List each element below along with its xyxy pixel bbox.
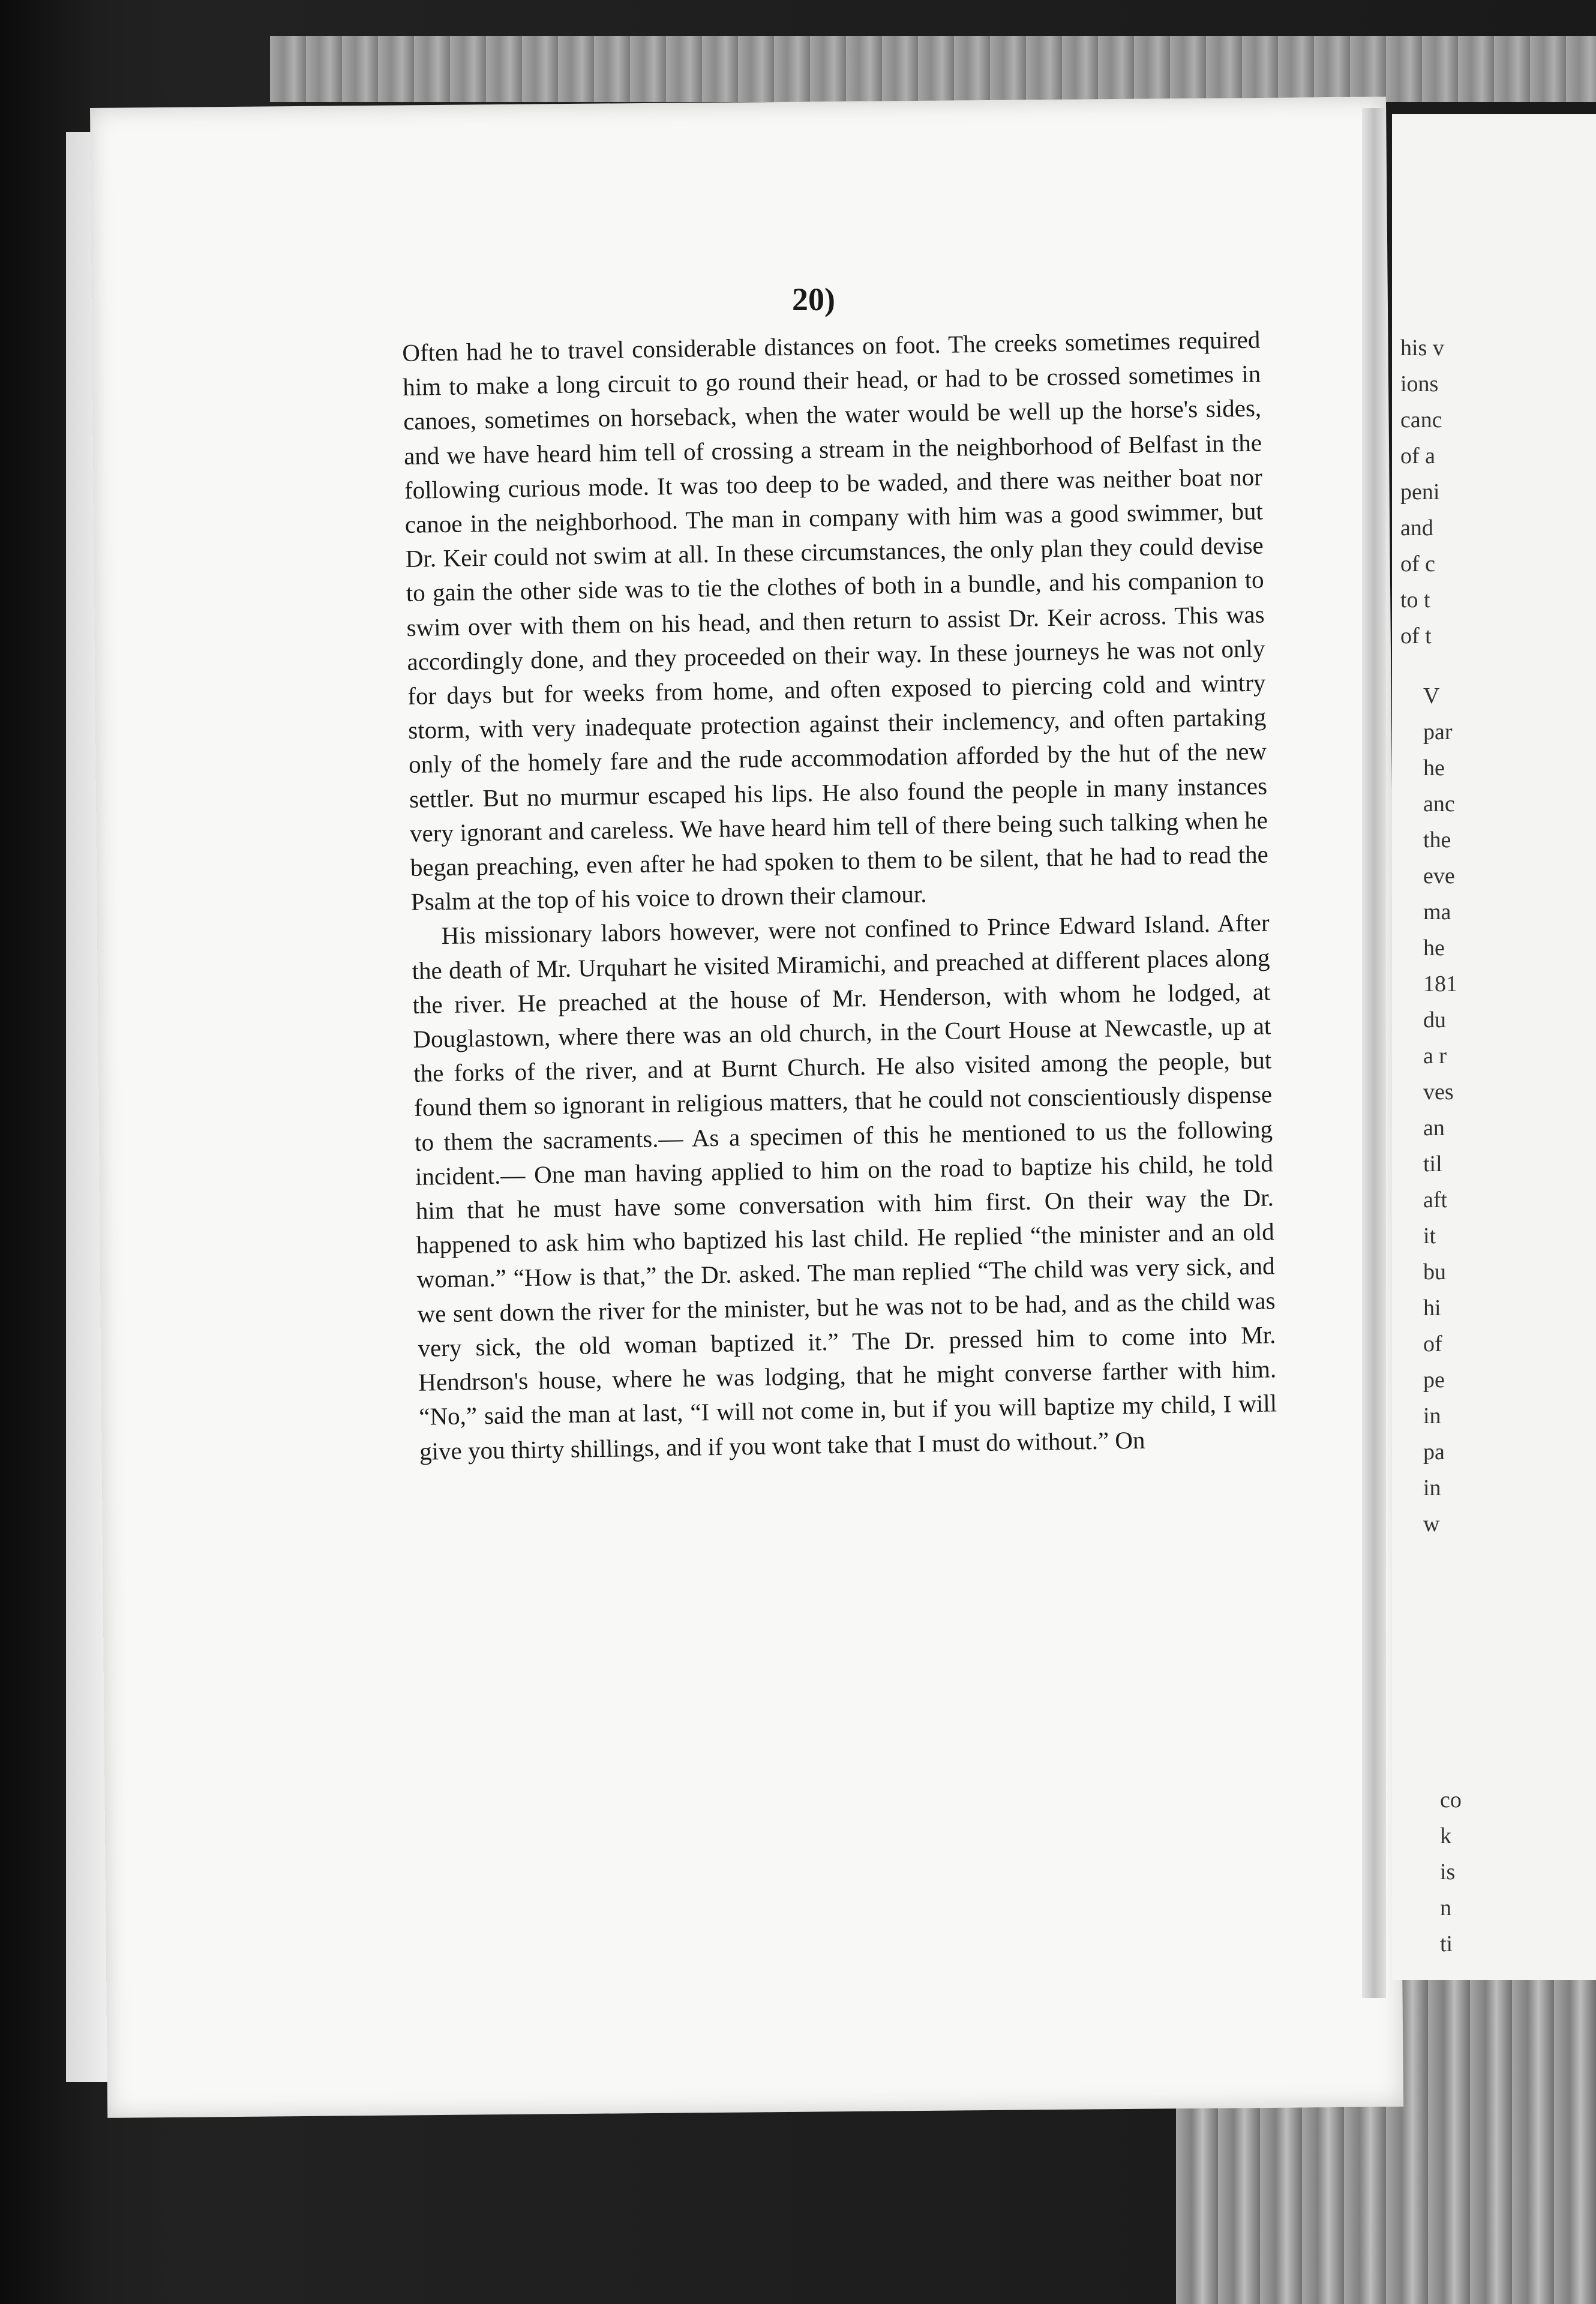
book-spine-top [270, 36, 1596, 102]
right-page-fragment: bu [1423, 1259, 1446, 1285]
right-page-fragment: anc [1423, 791, 1455, 817]
right-page-fragment: of t [1400, 623, 1432, 649]
right-page-fragment: his v [1400, 335, 1444, 361]
page-crease [1362, 108, 1386, 1998]
right-page-fragment: the [1423, 827, 1451, 853]
right-page-fragment: hi [1423, 1295, 1441, 1321]
right-page-fragment: 181 [1423, 971, 1457, 997]
paragraph: Often had he to travel considerable distances on foot. The creeks sometimes required him to make a long circuit to go round their head, or had to be crossed sometimes in canoes, sometimes on horseback, when the water would be well up the horse's sides, and we have heard him tell of crossing a stream in the neighborhood of Belfast in the following curious mode. It was too deep to be waded, and there was neither boat nor canoe in the neighborhood. The man in company with him was a good swimmer, but Dr. Keir could not swim at all. In these circumstances, the only plan they could devise to gain the other side was to tie the clothes of both in a bundle, and his companion to swim over with them on his head, and then return to assist Dr. Keir across. This was accordingly done, and they proceeded on their way. In these journeys he was not only for days but for weeks from home, and often exposed to piercing cold and wintry storm, with very inadequate protection against their inclemency, and often partaking only of the homely fare and the rude accommodation afforded by the hut of the new settler. But no murmur escaped his lips. He also found the people in many instances very ignorant and careless. We have heard him tell of there being such talking when he began preaching, even after he had spoken to them to be silent, that he had to read the Psalm at the top of his voice to drown their clamour. [402, 325, 1269, 916]
right-page-fragment: he [1423, 935, 1445, 961]
right-page-fragment: of c [1400, 551, 1436, 577]
right-page-fragment: of [1423, 1331, 1442, 1357]
right-page-fragment: ti [1440, 1931, 1453, 1957]
page-number: 20) [792, 281, 835, 317]
right-page-fragment: du [1423, 1007, 1446, 1033]
right-page-fragment: is [1440, 1859, 1456, 1885]
right-page-fragment: w [1423, 1511, 1440, 1537]
right-page-fragment: ma [1423, 899, 1451, 925]
paragraph: His missionary labors however, were not confined to Prince Edward Island. After the death of Mr. Urquhart he visited Miramichi, and preached at different places along the river. He preached at the house of Mr. Henderson, with whom he lodged, at Douglastown, where there was an old church, in the Court House at Newcastle, up at the forks of the river, and at Burnt Church. He also visited among the people, but found them so ignorant in religious matters, that he could not conscientiously dispense to them the sacraments.— As a specimen of this he mentioned to us the following incident.— One man having applied to him on the road to baptize his child, he told him that he must have some conversation with him first. On their way the Dr. happened to ask him who baptized his last child. He replied “the minister and an old woman.” “How is that,” the Dr. asked. The man replied “The child was very sick, and we sent down the river for the minister, but he was not to be had, and as the child was very sick, the old woman baptized it.” The Dr. pressed him to come into Mr. Hendrson's house, where he was lodging, that he might converse farther with him. “No,” said the man at last, “I will not come in, but if you will baptize my child, I will give you thirty shillings, and if you wont take that I must do without.” On [412, 908, 1277, 1465]
right-page-fragment: and [1400, 515, 1433, 541]
right-page-fragment: til [1423, 1151, 1442, 1177]
right-page-fragment: V [1423, 683, 1440, 709]
right-page-fragment: in [1423, 1475, 1441, 1501]
right-page-fragment: aft [1423, 1187, 1448, 1213]
right-page-fragment: of a [1400, 443, 1436, 469]
right-page-fragment: co [1440, 1787, 1462, 1813]
right-page-fragment: canc [1400, 407, 1442, 433]
right-page-fragment: eve [1423, 863, 1455, 889]
right-page-fragment: it [1423, 1223, 1436, 1249]
right-page-fragment: ions [1400, 371, 1439, 397]
right-page-fragment: to t [1400, 587, 1430, 613]
page-body [402, 323, 1277, 1469]
right-page-fragment: an [1423, 1115, 1445, 1141]
right-page-fragment: par [1423, 719, 1453, 745]
right-page-fragment: a r [1423, 1043, 1447, 1069]
right-page [1392, 114, 1596, 1980]
right-page-fragment: peni [1400, 479, 1440, 505]
right-page-fragment: in [1423, 1403, 1441, 1429]
right-page-fragment: n [1440, 1895, 1451, 1921]
right-page-fragment: ves [1423, 1079, 1454, 1105]
right-page-fragment: pa [1423, 1439, 1445, 1465]
right-page-fragment: he [1423, 755, 1445, 781]
right-page-fragment: pe [1423, 1367, 1445, 1393]
right-page-fragment: k [1440, 1823, 1451, 1849]
